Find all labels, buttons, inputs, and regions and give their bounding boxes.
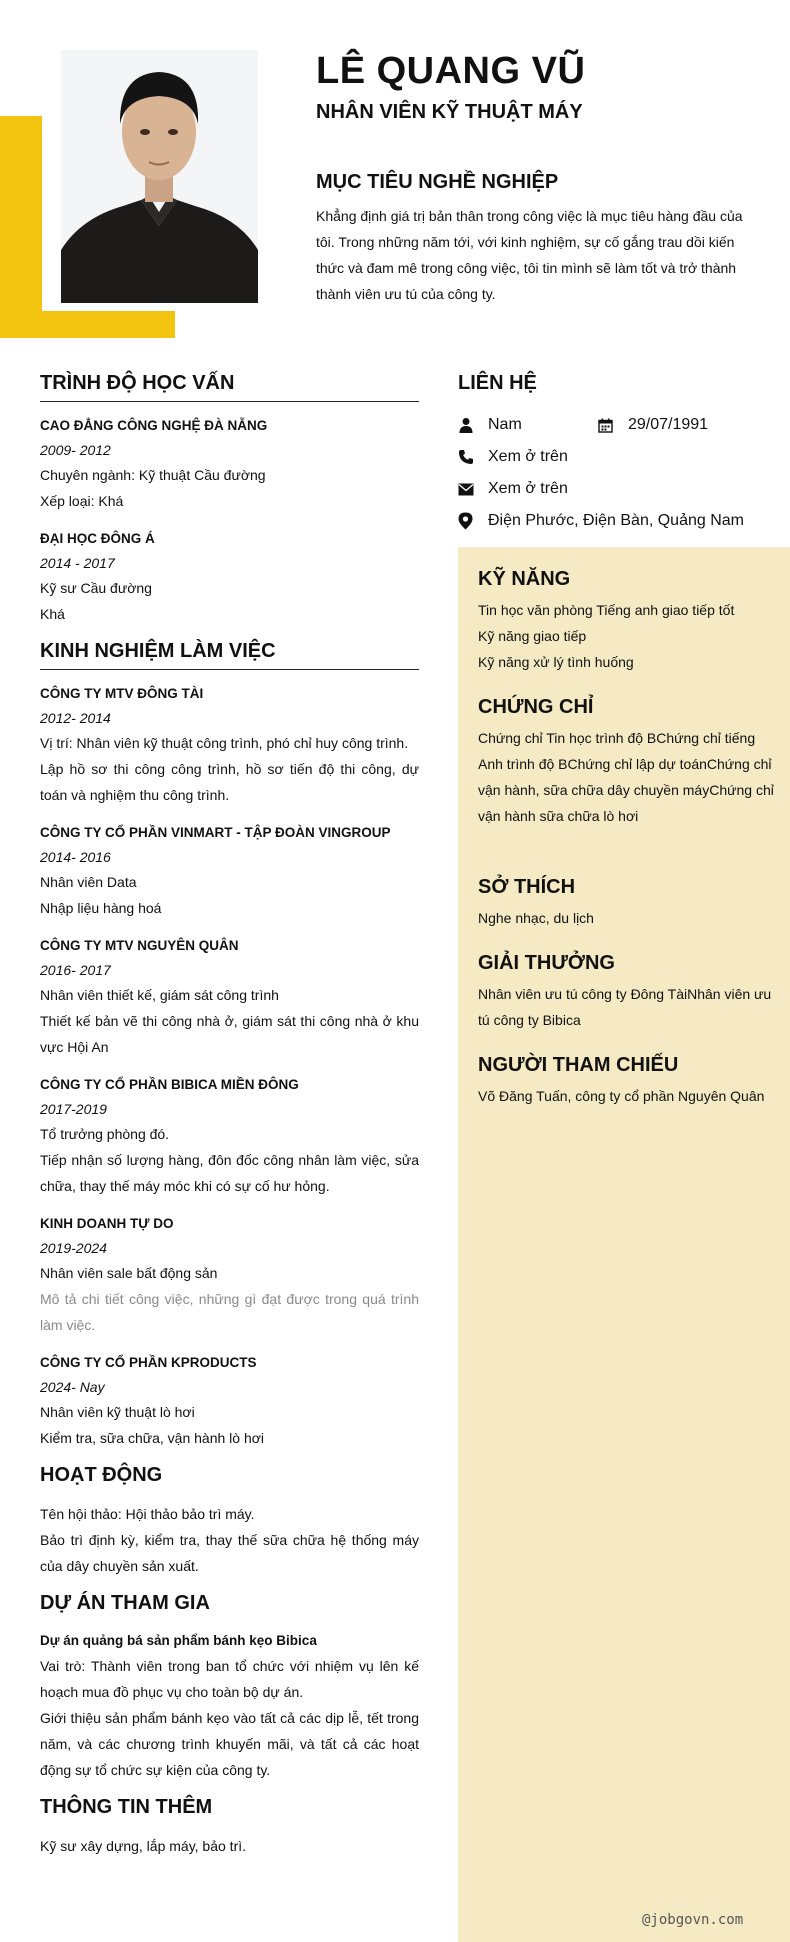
contact-section bbox=[458, 372, 778, 537]
experience-detail: Lập hồ sơ thi công công trình, hồ sơ tiến độ thi công, dự toán và nghiệm thu công trình. bbox=[40, 761, 419, 803]
activity-detail: Bảo trì định kỳ, kiểm tra, thay thế sữa chữa hệ thống máy của dây chuyền sản xuất. bbox=[40, 1532, 419, 1574]
experience-detail: Nhân viên sale bất động sản bbox=[40, 1265, 218, 1281]
profile-photo bbox=[61, 50, 258, 303]
experience-period: 2024- Nay bbox=[40, 1379, 105, 1395]
objective-heading: MỤC TIÊU NGHỀ NGHIỆP bbox=[316, 171, 559, 193]
experience-entry bbox=[40, 934, 419, 1060]
experience-detail: Nhân viên thiết kế, giám sát công trình bbox=[40, 987, 279, 1003]
certificates-text: Chứng chỉ Tin học trình độ BChứng chỉ tiếng Anh trình độ BChứng chỉ lập dự toánChứng chỉ vận hành, sữa chữa dây chuyền máyChứng chỉ vận hành sữa chữa lò hơi bbox=[478, 730, 774, 824]
education-detail: Xếp loại: Khá bbox=[40, 493, 124, 509]
experience-entry bbox=[40, 1351, 419, 1451]
references-heading: NGƯỜI THAM CHIẾU bbox=[478, 1054, 679, 1076]
skills-heading: KỸ NĂNG bbox=[478, 568, 571, 590]
experience-entry bbox=[40, 1073, 419, 1199]
activity-detail: Tên hội thảo: Hội thảo bảo trì máy. bbox=[40, 1506, 255, 1522]
experience-entry bbox=[40, 1212, 419, 1338]
main-column bbox=[40, 372, 419, 1859]
company-name: CÔNG TY CỔ PHẦN KPRODUCTS bbox=[40, 1355, 257, 1370]
additional-info-heading: THÔNG TIN THÊM bbox=[40, 1796, 213, 1818]
job-title: NHÂN VIÊN KỸ THUẬT MÁY bbox=[316, 101, 583, 123]
experience-placeholder-detail: Mô tả chi tiết công việc, những gì đạt được trong quá trình làm việc. bbox=[40, 1291, 419, 1333]
experience-detail: Tiếp nhận số lượng hàng, đôn đốc công nhân làm việc, sửa chữa, thay thế máy móc khi có sự cố hư hỏng. bbox=[40, 1152, 419, 1194]
email-icon bbox=[458, 483, 488, 496]
contact-row-address bbox=[458, 505, 778, 537]
skill-item: Tin học văn phòng Tiếng anh giao tiếp tốt bbox=[478, 602, 735, 618]
experience-detail: Nhập liệu hàng hoá bbox=[40, 900, 162, 916]
awards-section bbox=[478, 952, 778, 1033]
experience-detail: Nhân viên Data bbox=[40, 874, 137, 890]
experience-heading: KINH NGHIỆM LÀM VIỆC bbox=[40, 640, 419, 670]
company-name: KINH DOANH TỰ DO bbox=[40, 1216, 174, 1231]
company-name: CÔNG TY CỔ PHẦN BIBICA MIỀN ĐÔNG bbox=[40, 1077, 299, 1092]
phone-value: Xem ở trên bbox=[488, 448, 568, 465]
contact-row-email bbox=[458, 473, 778, 505]
activities-body bbox=[40, 1501, 419, 1579]
project-entry bbox=[40, 1629, 419, 1783]
experience-detail: Vị trí: Nhân viên kỹ thuật công trình, phó chỉ huy công trình. bbox=[40, 735, 409, 751]
yellow-accent-horizontal bbox=[0, 311, 175, 338]
company-name: CÔNG TY MTV ĐÔNG TÀI bbox=[40, 686, 204, 701]
experience-detail: Kiểm tra, sữa chữa, vận hành lò hơi bbox=[40, 1430, 265, 1446]
address-value: Điện Phước, Điện Bàn, Quảng Nam bbox=[488, 512, 744, 529]
project-name: Dự án quảng bá sản phẩm bánh kẹo Bibica bbox=[40, 1633, 317, 1648]
objective-text: Khẳng định giá trị bản thân trong công việc là mục tiêu hàng đầu của tôi. Trong những năm tới, với kinh nghiệm, sự cố gắng trau dồi kiến thức và đam mê trong công việc, tôi tin mình sẽ làm tốt và trở thành thành viên ưu tú của công ty. bbox=[316, 208, 743, 302]
certificates-heading: CHỨNG CHỈ bbox=[478, 696, 594, 718]
person-icon bbox=[458, 417, 488, 433]
projects-heading: DỰ ÁN THAM GIA bbox=[40, 1592, 210, 1614]
additional-info-text: Kỹ sư xây dựng, lắp máy, bảo trì. bbox=[40, 1838, 247, 1854]
skill-item: Kỹ năng giao tiếp bbox=[478, 628, 587, 644]
contact-heading: LIÊN HỆ bbox=[458, 372, 537, 394]
awards-text: Nhân viên ưu tú công ty Đông TàiNhân viên ưu tú công ty Bibica bbox=[478, 986, 772, 1028]
project-detail: Vai trò: Thành viên trong ban tổ chức với nhiệm vụ lên kế hoạch mua đồ phục vụ cho toàn bộ dự án. bbox=[40, 1658, 419, 1700]
experience-period: 2017-2019 bbox=[40, 1101, 107, 1117]
school-name: ĐẠI HỌC ĐÔNG Á bbox=[40, 531, 155, 546]
experience-period: 2016- 2017 bbox=[40, 962, 111, 978]
contact-birthday bbox=[598, 416, 708, 434]
education-detail: Kỹ sư Cầu đường bbox=[40, 580, 152, 596]
calendar-icon bbox=[598, 418, 628, 433]
hobbies-heading: SỞ THÍCH bbox=[478, 876, 576, 898]
email-value: Xem ở trên bbox=[488, 480, 568, 497]
skill-item: Kỹ năng xử lý tình huống bbox=[478, 654, 634, 670]
company-name: CÔNG TY CỔ PHẦN VINMART - TẬP ĐOÀN VINGROUP bbox=[40, 825, 391, 840]
experience-entry bbox=[40, 682, 419, 808]
school-name: CAO ĐẲNG CÔNG NGHỆ ĐÀ NẴNG bbox=[40, 418, 268, 433]
birthday-value: 29/07/1991 bbox=[628, 416, 709, 433]
certificates-section bbox=[478, 696, 778, 829]
education-period: 2014 - 2017 bbox=[40, 555, 115, 571]
experience-detail: Nhân viên kỹ thuật lò hơi bbox=[40, 1404, 195, 1420]
phone-icon bbox=[458, 449, 488, 465]
project-detail: Giới thiệu sản phẩm bánh kẹo vào tất cả các dịp lễ, tết trong năm, và các chương trình khuyến mãi, và tất cả các hoạt động sự tổ chức sự kiện của công ty. bbox=[40, 1710, 419, 1778]
experience-period: 2014- 2016 bbox=[40, 849, 111, 865]
company-name: CÔNG TY MTV NGUYÊN QUÂN bbox=[40, 938, 239, 953]
education-detail: Chuyên ngành: Kỹ thuật Cầu đường bbox=[40, 467, 266, 483]
contact-row-phone bbox=[458, 441, 778, 473]
experience-entry bbox=[40, 821, 419, 921]
activities-heading: HOẠT ĐỘNG bbox=[40, 1464, 163, 1486]
education-entry bbox=[40, 527, 419, 627]
skills-section bbox=[478, 568, 778, 675]
location-pin-icon bbox=[458, 512, 488, 530]
hobbies-text: Nghe nhạc, du lịch bbox=[478, 910, 594, 926]
experience-detail: Tổ trưởng phòng đó. bbox=[40, 1126, 170, 1142]
hobbies-section bbox=[478, 876, 778, 931]
references-text: Võ Đăng Tuấn, công ty cổ phần Nguyên Quân bbox=[478, 1088, 765, 1104]
experience-detail: Thiết kế bản vẽ thi công nhà ở, giám sát thi công nhà ở khu vực Hội An bbox=[40, 1013, 419, 1055]
contact-row-gender bbox=[458, 409, 778, 441]
yellow-accent-vertical bbox=[0, 116, 42, 338]
education-detail: Khá bbox=[40, 606, 65, 622]
references-section bbox=[478, 1054, 778, 1109]
education-entry bbox=[40, 414, 419, 514]
awards-heading: GIẢI THƯỞNG bbox=[478, 952, 615, 974]
footer-watermark: @jobgovn.com bbox=[642, 1912, 744, 1928]
experience-period: 2012- 2014 bbox=[40, 710, 111, 726]
education-period: 2009- 2012 bbox=[40, 442, 111, 458]
gender-value: Nam bbox=[488, 416, 522, 433]
experience-period: 2019-2024 bbox=[40, 1240, 107, 1256]
candidate-name: LÊ QUANG VŨ bbox=[316, 50, 586, 92]
education-heading: TRÌNH ĐỘ HỌC VẤN bbox=[40, 372, 419, 402]
